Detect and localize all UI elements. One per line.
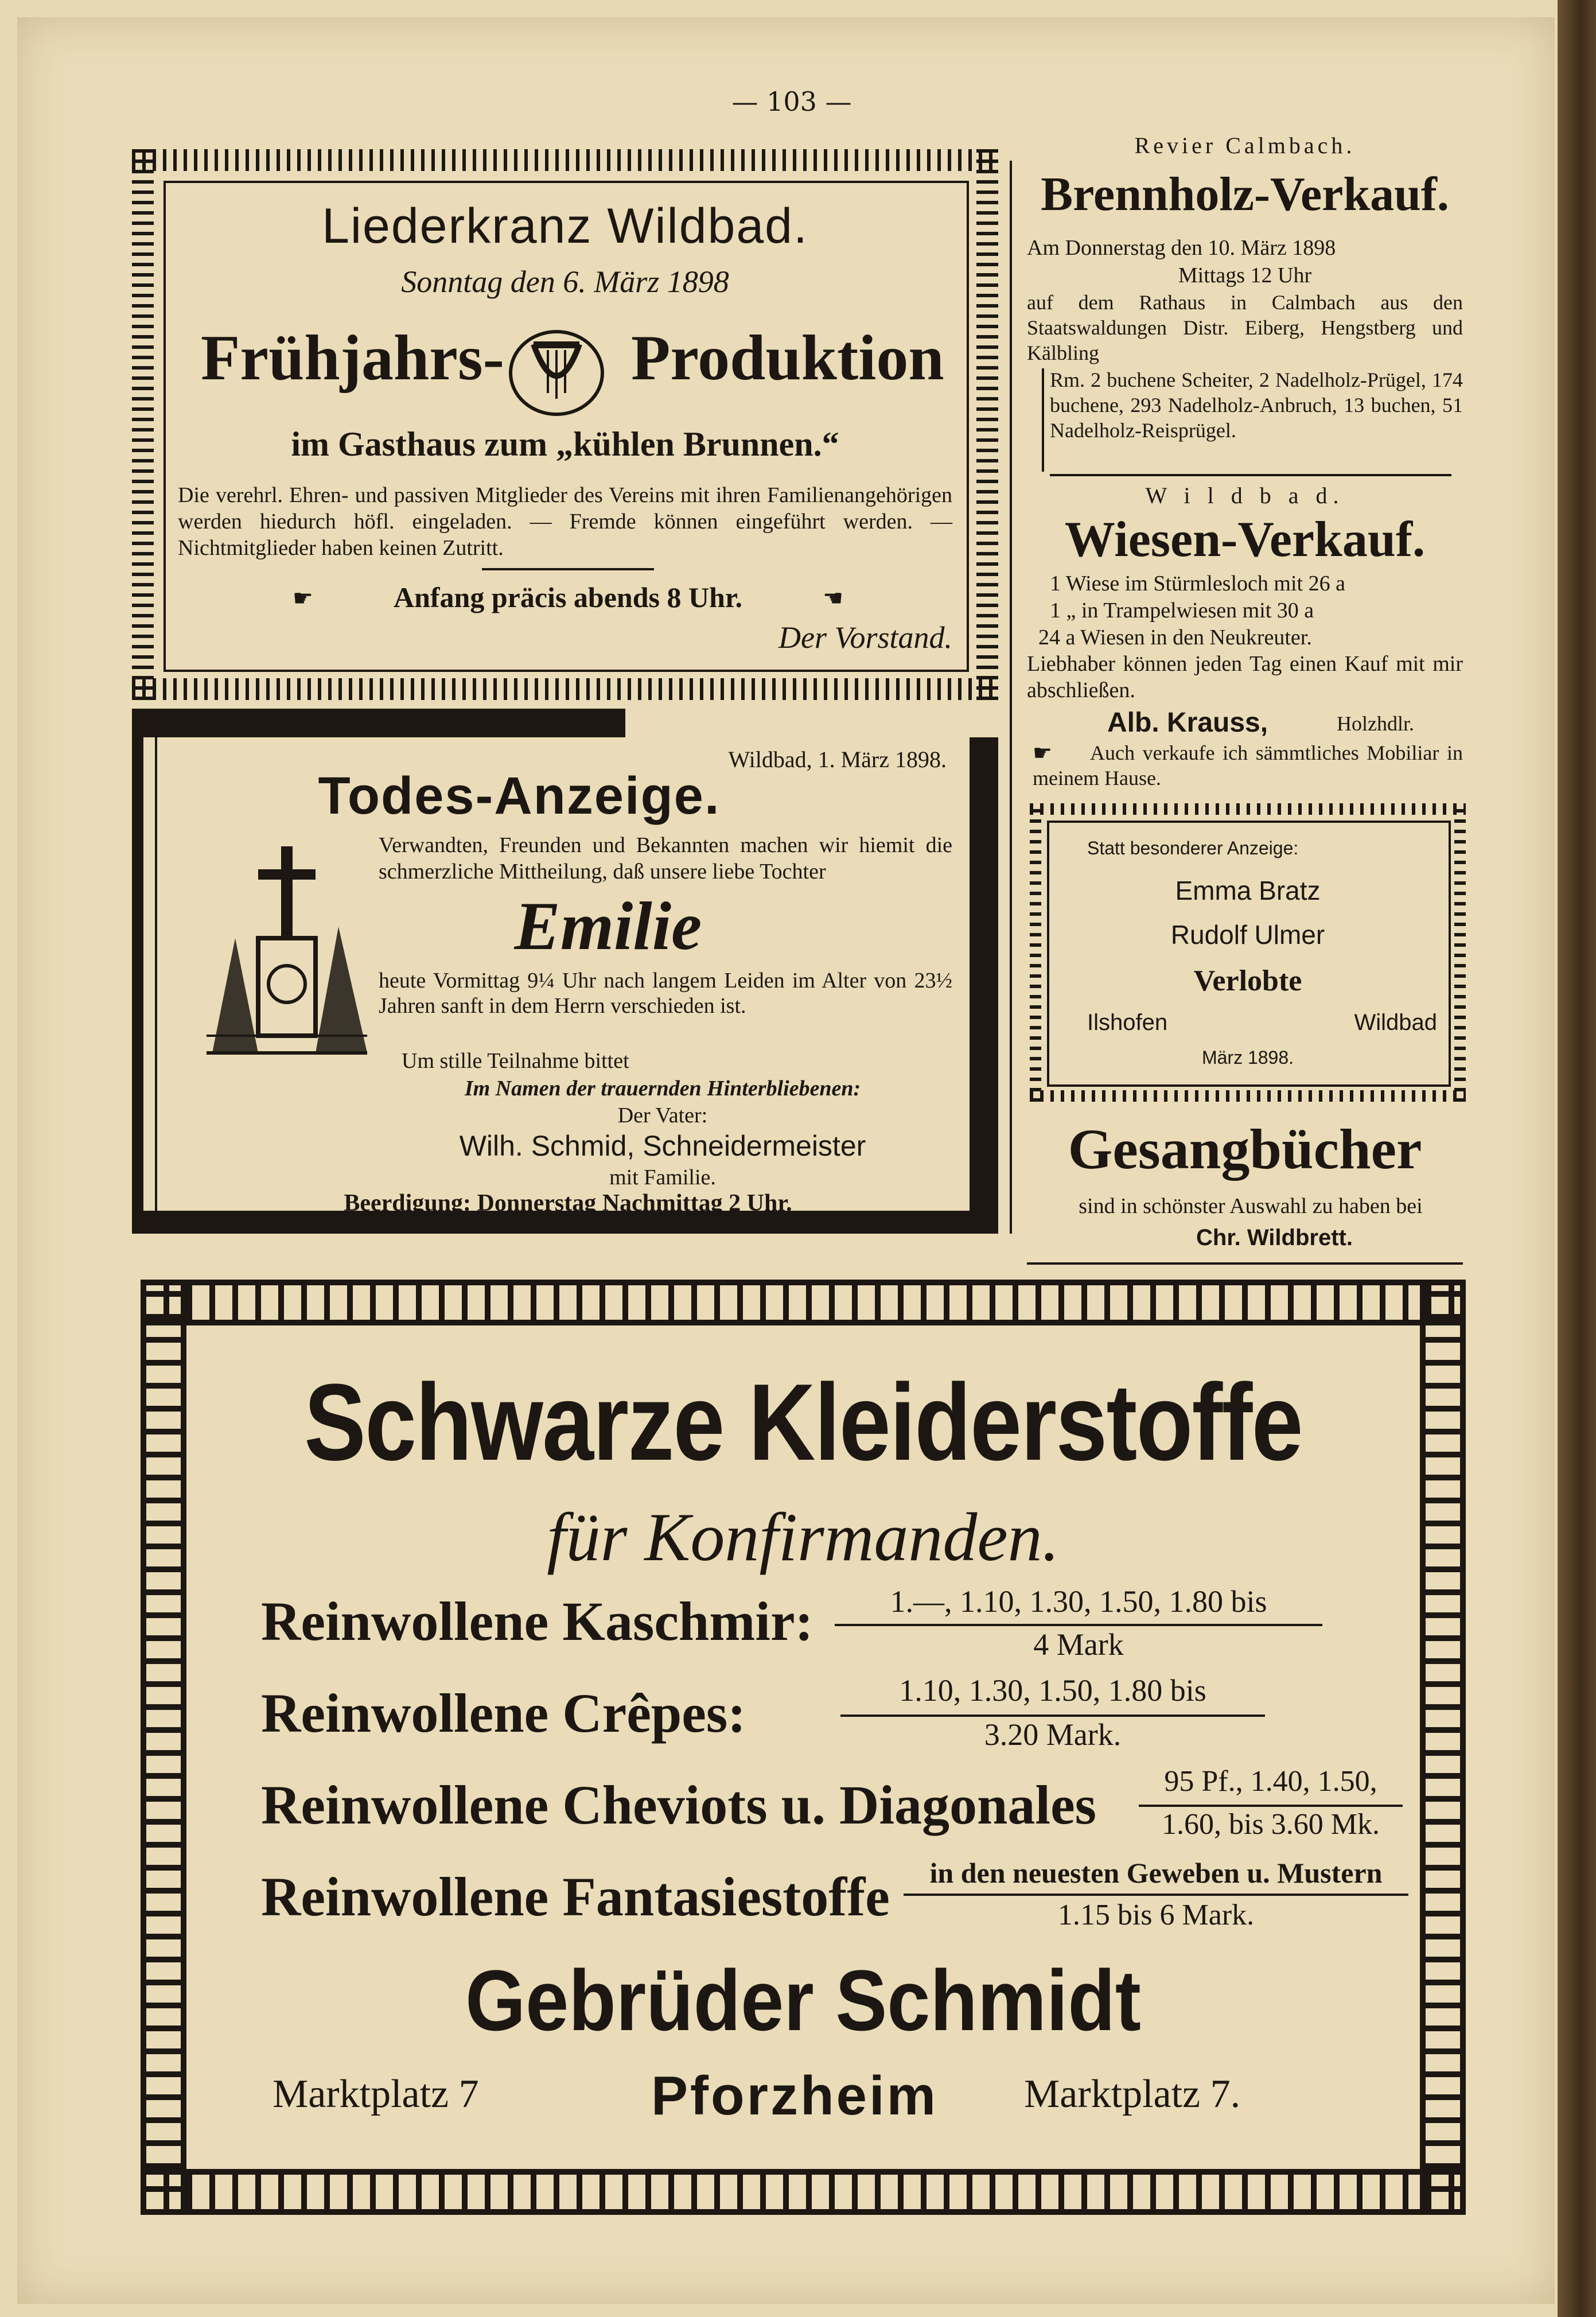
verlobung-header: Statt besonderer Anzeige: xyxy=(1087,838,1299,858)
wiesen-text: Liebhaber können jeden Tag einen Kauf mit mir abschließen. xyxy=(1027,652,1463,702)
row-price-bottom: 1.15 bis 6 Mark. xyxy=(1057,1899,1255,1931)
verlobung-label: Verlobte xyxy=(1193,965,1302,997)
brace-line xyxy=(1042,368,1044,472)
ornament-border-left xyxy=(132,149,154,700)
liederkranz-text: Die verehrl. Ehren- und passiven Mitglieder des Vereins mit ihren Familienangehörigen werden hiedurch höfl. eingeladen. — Fremde können eingeführt werden. — Nichtmitglieder haben keinen Zutritt. xyxy=(178,483,952,560)
brennholz-body: auf dem Rathaus in Calmbach aus den Staatswaldungen Distr. Eiberg, Hengstberg und Kälbling xyxy=(1027,291,1463,364)
mourning-border-left xyxy=(132,709,143,1234)
pointing-hand-icon: ☛ xyxy=(293,585,313,612)
row-price-bottom: 1.60, bis 3.60 Mk. xyxy=(1162,1808,1380,1841)
greek-key-border-bottom xyxy=(141,2169,1466,2215)
wiesen-row2: 1 „ in Trampelwiesen mit 30 a xyxy=(1050,598,1314,623)
row-price-top: in den neuesten Geweben u. Mustern xyxy=(929,1857,1383,1889)
firm-name: Gebrüder Schmidt xyxy=(465,1952,1141,2048)
greek-key-border-right xyxy=(1420,1280,1466,2215)
hatched-border-left xyxy=(1030,803,1041,1102)
pointing-hand-icon-right: ☛ xyxy=(823,585,843,612)
verlobung-ad xyxy=(1030,803,1466,1102)
verlobung-place2: Wildbad xyxy=(1354,1010,1437,1035)
price-fraction-line xyxy=(904,1894,1408,1896)
inner-rule-left xyxy=(155,737,157,1211)
ornament-border-right xyxy=(976,149,998,700)
address-left: Marktplatz 7 xyxy=(273,2072,479,2116)
gesangbuecher-seller: Chr. Wildbrett. xyxy=(1196,1225,1353,1250)
section-rule xyxy=(1027,1262,1463,1265)
verlobung-name1: Emma Bratz xyxy=(1175,876,1321,905)
wiesen-seller-title: Holzhdlr. xyxy=(1337,712,1414,735)
wiesen-note: Auch verkaufe ich sämmtliches Mobiliar in meinem Hause. xyxy=(1033,741,1463,790)
hatched-border-right xyxy=(1454,803,1466,1102)
row-label: Reinwollene Fantasiestoffe xyxy=(261,1866,890,1927)
gesangbuecher-title: Gesangbücher xyxy=(1068,1117,1422,1181)
brennholz-line2: Mittags 12 Uhr xyxy=(1178,263,1312,287)
todes-dateline: Wildbad, 1. März 1898. xyxy=(728,747,947,772)
todes-request: Um stille Teilnahme bittet xyxy=(402,1049,629,1073)
liederkranz-date: Sonntag den 6. März 1898 xyxy=(401,265,729,299)
todes-burial: Beerdigung: Donnerstag Nachmittag 2 Uhr. xyxy=(344,1190,792,1216)
venue: im Gasthaus zum „kühlen Brunnen.“ xyxy=(291,425,839,463)
brennholz-title: Brennholz-Verkauf. xyxy=(1041,168,1449,221)
row-price-bottom: 4 Mark xyxy=(1033,1627,1124,1662)
city: Pforzheim xyxy=(651,2065,939,2126)
liederkranz-title: Liederkranz Wildbad. xyxy=(322,199,808,254)
row-label: Reinwollene Cheviots u. Diagonales xyxy=(261,1774,1097,1836)
verlobung-place1: Ilshofen xyxy=(1087,1010,1168,1035)
wiesen-row1: 1 Wiese im Stürmlesloch mit 26 a xyxy=(1050,572,1345,596)
deceased-name: Emilie xyxy=(514,888,702,964)
wiesen-title: Wiesen-Verkauf. xyxy=(1064,512,1426,567)
todes-title: Todes-Anzeige. xyxy=(318,767,721,825)
address-right: Marktplatz 7. xyxy=(1024,2072,1241,2116)
event-right: Produktion xyxy=(631,322,944,394)
greek-key-border-left xyxy=(141,1280,186,2215)
wiesen-header: W i l d b a d. xyxy=(1145,483,1345,508)
row-price-top: 1.—, 1.10, 1.30, 1.50, 1.80 bis xyxy=(890,1584,1267,1619)
verlobung-date: März 1898. xyxy=(1201,1047,1294,1068)
brennholz-header: Revier Calmbach. xyxy=(1134,133,1356,158)
wiesen-seller: Alb. Krauss, xyxy=(1107,707,1268,738)
ornament-border-top xyxy=(132,149,998,171)
kleiderstoffe-subtitle: für Konfirmanden. xyxy=(547,1499,1060,1575)
row-label: Reinwollene Crêpes: xyxy=(261,1682,746,1744)
row-price-bottom: 3.20 Mark. xyxy=(984,1717,1122,1752)
brennholz-items: Rm. 2 buchene Scheiter, 2 Nadelholz-Prügel, 174 buchene, 293 Nadelholz-Anbruch, 13 buchen, 51 Nadelholz-Reisprügel. xyxy=(1050,368,1463,442)
mourning-border-right xyxy=(970,737,998,1234)
todes-father: Wilh. Schmid, Schneidermeister xyxy=(459,1130,866,1162)
todes-anzeige xyxy=(132,709,998,1234)
todes-family: Im Namen der trauernden Hinterbliebenen: xyxy=(464,1076,861,1101)
todes-father-label: Der Vater: xyxy=(617,1103,708,1128)
liederkranz-ad xyxy=(132,149,998,700)
greek-key-border-top xyxy=(141,1280,1466,1325)
hatched-border-top xyxy=(1030,803,1466,815)
dateline-cutout xyxy=(625,709,998,737)
row-label: Reinwollene Kaschmir: xyxy=(261,1591,813,1652)
todes-text: heute Vormittag 9¼ Uhr nach langem Leiden im Alter von 23½ Jahren sanft in dem Herrn verschieden ist. xyxy=(379,969,952,1018)
book-spine xyxy=(1558,0,1596,2317)
price-fraction-line xyxy=(1139,1805,1403,1807)
lyre-icon xyxy=(499,321,614,419)
verlobung-name2: Rudolf Ulmer xyxy=(1170,920,1325,950)
column-divider xyxy=(1010,161,1012,1234)
brennholz-line1: Am Donnerstag den 10. März 1898 xyxy=(1027,236,1336,260)
hatched-border-bottom xyxy=(1030,1090,1466,1102)
grave-cross-illustration xyxy=(195,835,379,1064)
start-time: Anfang präcis abends 8 Uhr. xyxy=(393,581,742,613)
page-number: — 103 — xyxy=(731,86,852,117)
todes-with-family: mit Familie. xyxy=(609,1165,716,1189)
event-left: Frühjahrs- xyxy=(201,322,504,394)
row-price-top: 95 Pf., 1.40, 1.50, xyxy=(1164,1765,1377,1798)
kleiderstoffe-ad xyxy=(141,1280,1466,2215)
todes-intro: Verwandten, Freunden und Bekannten machen wir hiemit die schmerzliche Mittheilung, daß unsere liebe Tochter xyxy=(379,833,952,884)
wiesen-row3: 24 a Wiesen in den Neukreuter. xyxy=(1038,625,1312,650)
gesangbuecher-text: sind in schönster Auswahl zu haben bei xyxy=(1079,1194,1423,1218)
ornament-border-bottom xyxy=(132,678,998,700)
kleiderstoffe-title: Schwarze Kleiderstoffe xyxy=(304,1362,1302,1483)
row-price-top: 1.10, 1.30, 1.50, 1.80 bis xyxy=(899,1673,1206,1708)
section-rule xyxy=(1050,474,1451,476)
pointing-hand-icon-small: ☛ xyxy=(1033,740,1053,765)
liederkranz-signature: Der Vorstand. xyxy=(778,620,952,655)
price-fraction-line xyxy=(835,1624,1322,1626)
